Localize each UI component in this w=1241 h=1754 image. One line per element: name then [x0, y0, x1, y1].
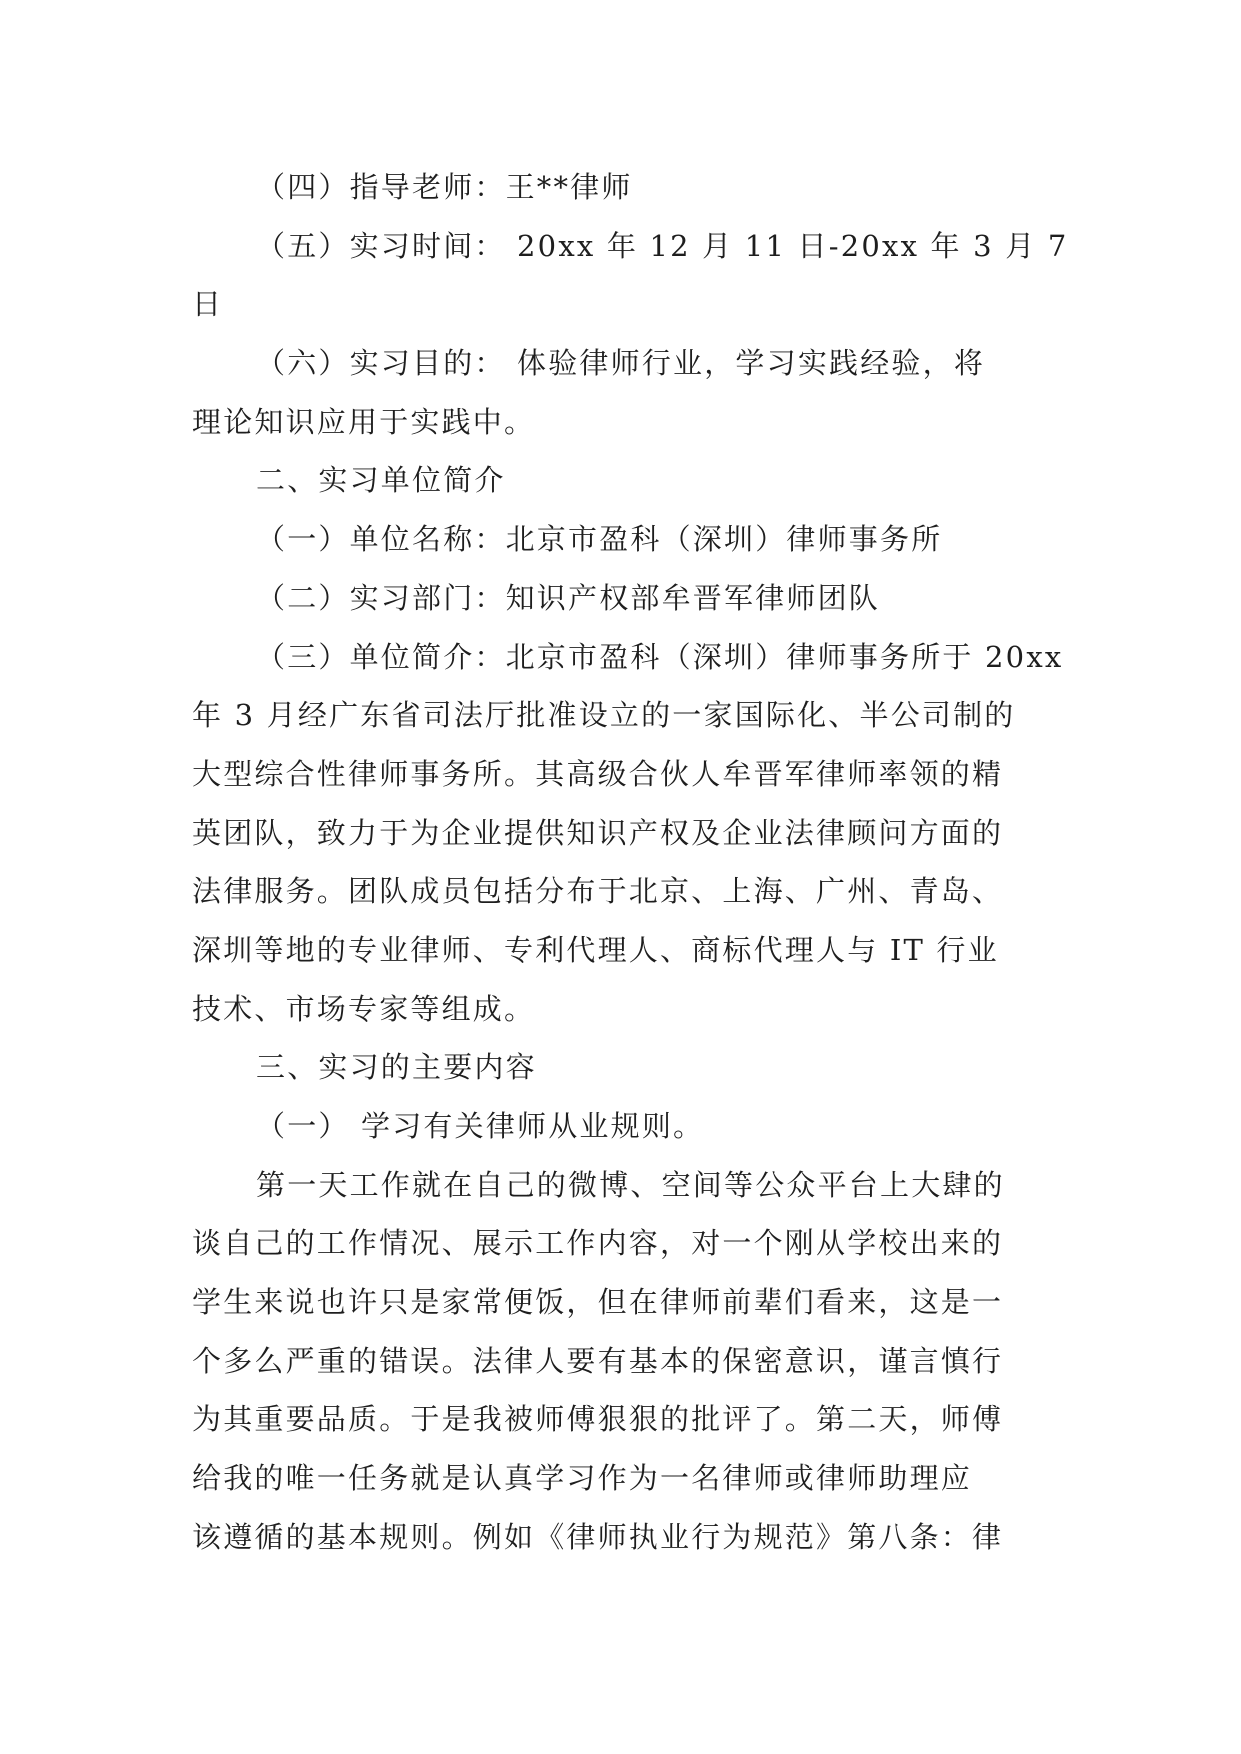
- paragraph-line: 年 3 月经广东省司法厅批准设立的一家国际化、半公司制的: [192, 698, 1016, 733]
- paragraph-line-period-cont: 日: [192, 287, 224, 322]
- paragraph-line: 学生来说也许只是家常便饭，但在律师前辈们看来，这是一: [192, 1285, 1004, 1320]
- document-body: [192, 158, 1069, 1567]
- paragraph-line-period: （五）实习时间： 20xx 年 12 月 11 日-20xx 年 3 月 7: [256, 228, 1069, 263]
- paragraph-line-advisor: （四）指导老师：王**律师: [256, 170, 633, 204]
- paragraph-line-department: （二）实习部门：知识产权部牟晋军律师团队: [256, 580, 881, 615]
- paragraph-line: 法律服务。团队成员包括分布于北京、上海、广州、青岛、: [192, 874, 1004, 909]
- paragraph-line: 技术、市场专家等组成。: [192, 991, 536, 1026]
- paragraph-line: 谈自己的工作情况、展示工作内容，对一个刚从学校出来的: [192, 1226, 1004, 1261]
- paragraph-line: 第一天工作就在自己的微博、空间等公众平台上大肆的: [256, 1167, 1005, 1202]
- section-heading-main-content: 三、实习的主要内容: [256, 1050, 537, 1085]
- paragraph-line: 该遵循的基本规则。例如《律师执业行为规范》第八条：律: [192, 1519, 1004, 1554]
- paragraph-line: 英团队，致力于为企业提供知识产权及企业法律顾问方面的: [192, 815, 1004, 850]
- paragraph-line-purpose-cont: 理论知识应用于实践中。: [192, 404, 536, 439]
- paragraph-line-unit-name: （一）单位名称：北京市盈科（深圳）律师事务所: [256, 522, 943, 557]
- paragraph-line: 为其重要品质。于是我被师傅狠狠的批评了。第二天，师傅: [192, 1402, 1004, 1437]
- paragraph-line-unit-profile: （三）单位简介：北京市盈科（深圳）律师事务所于 20xx: [256, 639, 1064, 674]
- subsection-heading-rules: （一） 学习有关律师从业规则。: [256, 1109, 705, 1143]
- paragraph-line-purpose: （六）实习目的： 体验律师行业，学习实践经验，将: [256, 346, 986, 381]
- paragraph-line: 给我的唯一任务就是认真学习作为一名律师或律师助理应: [192, 1461, 973, 1496]
- paragraph-line: 个多么严重的错误。法律人要有基本的保密意识，谨言慎行: [192, 1343, 1004, 1378]
- paragraph-line: 深圳等地的专业律师、专利代理人、商标代理人与 IT 行业: [192, 932, 999, 967]
- section-heading-unit-intro: 二、实习单位简介: [256, 463, 506, 498]
- paragraph-line: 大型综合性律师事务所。其高级合伙人牟晋军律师率领的精: [192, 756, 1004, 791]
